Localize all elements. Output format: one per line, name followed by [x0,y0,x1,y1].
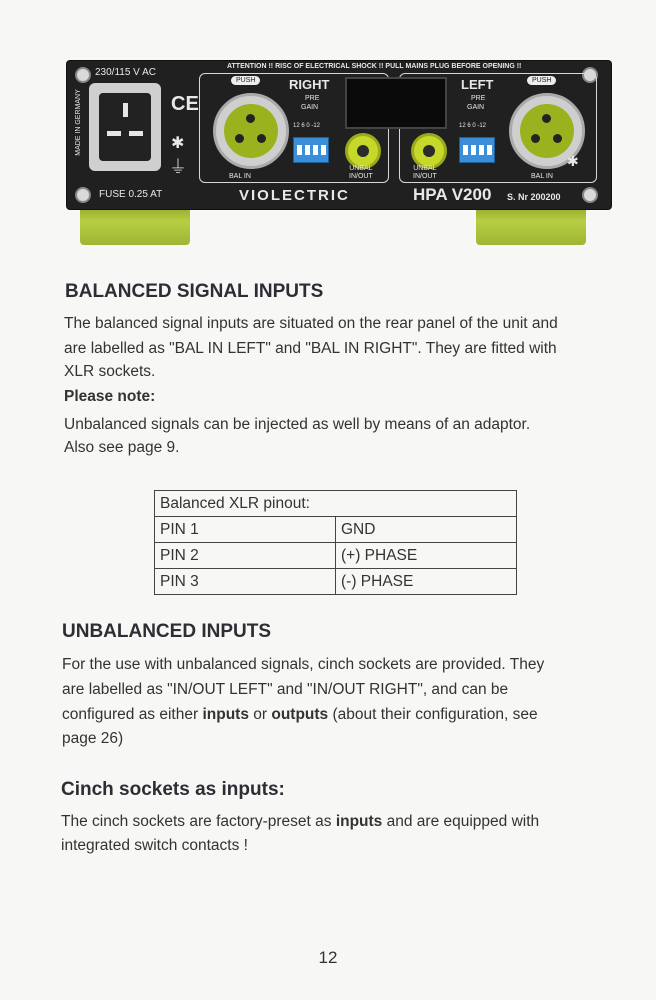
model-label: HPA V200 [413,185,492,204]
table-title-row [155,491,517,517]
rca-socket-right [345,133,381,169]
table-cell: PIN 1 [155,517,336,543]
screw-icon [582,187,598,203]
dip-switch-left [459,137,495,163]
note-line: Unbalanced signals can be injected as well by means of an adaptor. [64,416,531,433]
gain-label-left: GAIN [467,104,485,111]
push-label-left: PUSH [527,76,556,85]
note-heading: Please note: [64,388,156,405]
ground-icon: ⏚ [169,157,187,177]
display-window [345,77,447,129]
device-foot-right [476,205,586,245]
made-in-label: MADE IN GERMANY [74,89,82,156]
brand-logo: VIOLECTRIC [239,187,350,204]
unbal-label-right: UNBAL IN/OUT [349,165,373,180]
table-title: Balanced XLR pinout: [155,491,517,517]
right-channel-label: RIGHT [289,77,330,92]
device-rear-panel [66,60,612,210]
pre-label-right: PRE [305,95,320,102]
dip-values-left: 12 6 0 -12 [459,123,487,129]
table-cell: PIN 3 [155,569,336,595]
table-cell: GND [336,517,517,543]
paragraph-line: The cinch sockets are factory-preset as inputs and are equipped with [61,813,540,830]
table-row [155,543,517,569]
xlr-socket-right [213,93,289,169]
table-cell: (+) PHASE [336,543,517,569]
paragraph-line: are labelled as "BAL IN LEFT" and "BAL IN RIGHT". They are fitted with [64,340,557,357]
attention-label: ATTENTION !! RISC OF ELECTRICAL SHOCK !! PULL MAINS PLUG BEFORE OPENING !! [227,63,522,70]
rca-socket-left [411,133,447,169]
table-cell: PIN 2 [155,543,336,569]
push-label-right: PUSH [231,76,260,85]
paragraph-line: XLR sockets. [64,363,156,380]
xlr-pinout-table [154,490,517,595]
caution-icon: ✱ [171,135,185,152]
note-line: Also see page 9. [64,439,180,456]
unbal-label-left: UNBAL IN/OUT [413,165,437,180]
gain-label-right: GAIN [301,104,319,111]
screw-icon [75,187,91,203]
left-channel-label: LEFT [461,77,494,92]
table-row [155,517,517,543]
paragraph-line: are labelled as "IN/OUT LEFT" and "IN/OUT RIGHT", and can be [62,681,509,698]
paragraph-line: The balanced signal inputs are situated on the rear panel of the unit and [64,315,558,332]
bal-in-label-left: BAL IN [531,173,553,180]
screw-icon [75,67,91,83]
bal-in-label-right: BAL IN [229,173,251,180]
voltage-label: 230/115 V AC [95,67,156,78]
section-heading-unbalanced: UNBALANCED INPUTS [62,621,271,642]
table-row [155,569,517,595]
power-inlet [89,83,161,171]
paragraph-line: configured as either inputs or outputs (about their configuration, see [62,706,538,723]
ce-mark: CE [171,93,199,115]
paragraph-line: page 26) [62,730,124,747]
dip-values-right: 12 6 0 -12 [293,123,321,129]
pre-label-left: PRE [471,95,486,102]
section-heading-cinch: Cinch sockets as inputs: [61,779,285,800]
serial-label: S. Nr 200200 [507,192,561,202]
table-cell: (-) PHASE [336,569,517,595]
dip-switch-right [293,137,329,163]
caution-icon: ✱ [567,153,579,169]
fuse-label: FUSE 0.25 AT [99,189,163,200]
paragraph-line: For the use with unbalanced signals, cinch sockets are provided. They [62,656,545,673]
page-number: 12 [318,948,338,967]
device-foot-left [80,205,190,245]
paragraph-line: integrated switch contacts ! [61,837,248,854]
section-heading-balanced: BALANCED SIGNAL INPUTS [65,281,324,302]
